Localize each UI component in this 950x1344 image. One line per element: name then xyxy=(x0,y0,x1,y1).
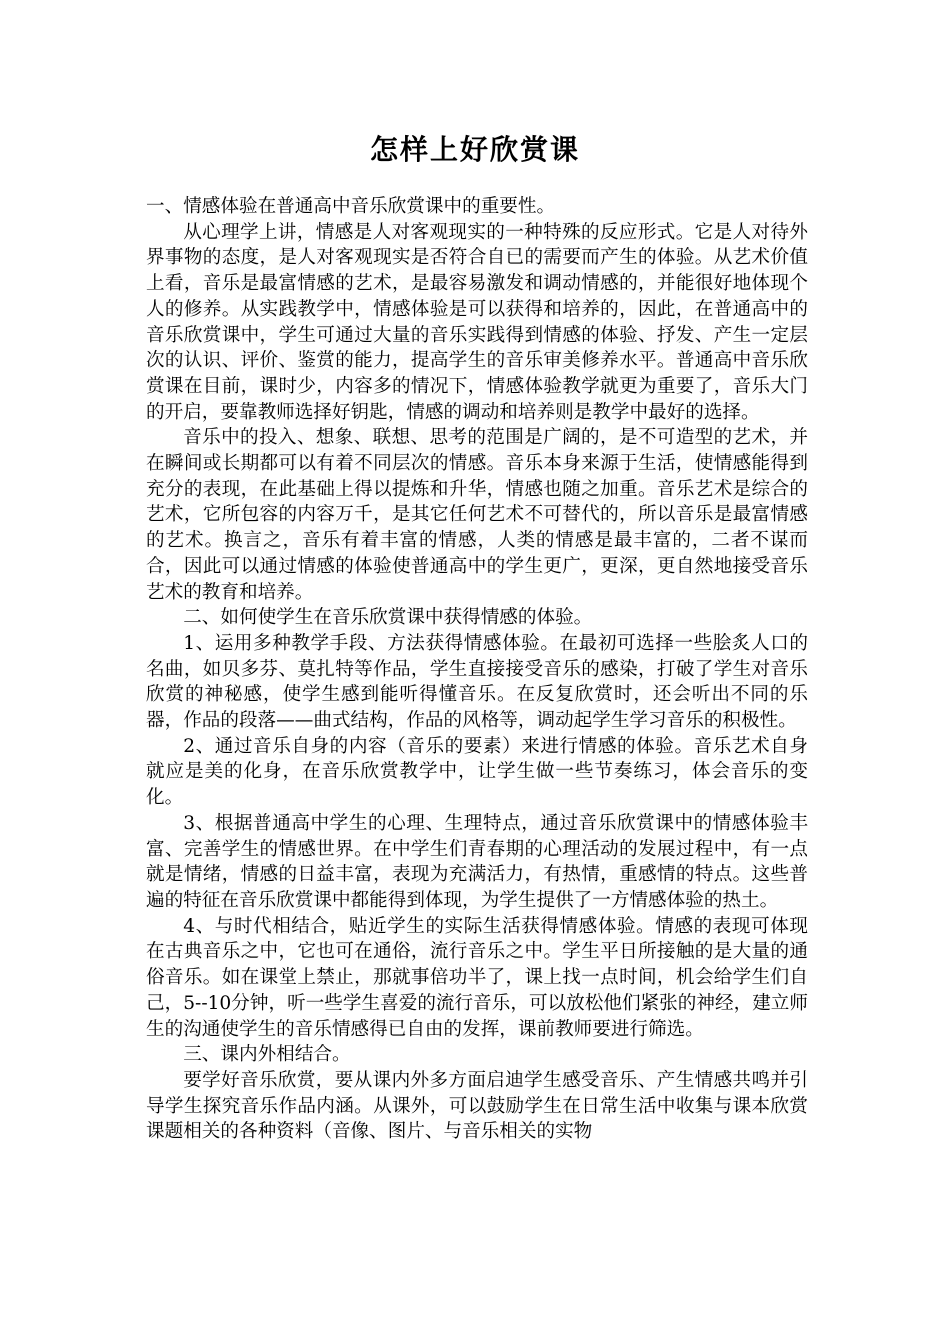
body-paragraph: 4、与时代相结合，贴近学生的实际生活获得情感体验。情感的表现可体现在古典音乐之中，它也可在通俗，流行音乐之中。学生平日所接触的是大量的通俗音乐。如在课堂上禁止，那就事倍功半了，课上找一点时间，机会给学生们自己，5--10分钟，听一些学生喜爱的流行音乐，可以放松他们紧张的神经，建立师生的沟通使学生的音乐情感得已自由的发挥，课前教师要进行筛选。 xyxy=(146,915,808,1040)
document-body xyxy=(146,194,808,1145)
section-heading-3: 三、课内外相结合。 xyxy=(183,1044,351,1066)
body-paragraph: 1、运用多种教学手段、方法获得情感体验。在最初可选择一些脍炙人口的名曲，如贝多芬、莫扎特等作品，学生直接接受音乐的感染，打破了学生对音乐欣赏的神秘感，使学生感到能听得懂音乐。在反复欣赏时，还会听出不同的乐器，作品的段落——曲式结构，作品的风格等，调动起学生学习音乐的积极性。 xyxy=(146,632,808,732)
body-paragraph: 3、根据普通高中学生的心理、生理特点，通过音乐欣赏课中的情感体验丰富、完善学生的情感世界。在中学生们青春期的心理活动的发展过程中，有一点就是情绪，情感的日益丰富，表现为充满活力，有热情，重感情的特点。这些普遍的特征在音乐欣赏课中都能得到体现，为学生提供了一方情感体验的热土。 xyxy=(146,812,808,911)
body-paragraph: 音乐中的投入、想象、联想、思考的范围是广阔的，是不可造型的艺术，并在瞬间或长期都可以有着不同层次的情感。音乐本身来源于生活，使情感能得到充分的表现，在此基础上得以提炼和升华，情感也随之加重。音乐艺术是综合的艺术，它所包容的内容万千，是其它任何艺术不可替代的，所以音乐是最富情感的艺术。换言之，音乐有着丰富的情感，人类的情感是最丰富的，二者不谋而合，因此可以通过情感的体验使普通高中的学生更广，更深，更自然地接受音乐艺术的教育和培养。 xyxy=(146,427,808,603)
body-paragraph: 2、通过音乐自身的内容（音乐的要素）来进行情感的体验。音乐艺术自身就应是美的化身，在音乐欣赏教学中，让学生做一些节奏练习，体会音乐的变化。 xyxy=(146,735,808,809)
section-heading-2: 二、如何使学生在音乐欣赏课中获得情感的体验。 xyxy=(183,607,593,629)
document-title: 怎样上好欣赏课 xyxy=(369,133,580,166)
body-paragraph: 要学好音乐欣赏，要从课内外多方面启迪学生感受音乐、产生情感共鸣并引导学生探究音乐作品内涵。从课外，可以鼓励学生在日常生活中收集与课本欣赏课题相关的各种资料（音像、图片、与音乐相关的实物 xyxy=(146,1069,808,1143)
body-paragraph: 从心理学上讲，情感是人对客观现实的一种特殊的反应形式。它是人对待外界事物的态度，是人对客观现实是否符合自已的需要而产生的体验。从艺术价值上看，音乐是最富情感的艺术，是最容易激发和调动情感的，并能很好地体现个人的修养。从实践教学中，情感体验是可以获得和培养的，因此，在普通高中的音乐欣赏课中，学生可通过大量的音乐实践得到情感的体验、抒发、产生一定层次的认识、评价、鉴赏的能力，提高学生的音乐审美修养水平。普通高中音乐欣赏课在目前，课时少，内容多的情况下，情感体验教学就更为重要了，音乐大门的开启，要靠教师选择好钥匙，情感的调动和培养则是教学中最好的选择。 xyxy=(146,221,808,423)
section-heading-1: 一、情感体验在普通高中音乐欣赏课中的重要性。 xyxy=(146,196,556,217)
